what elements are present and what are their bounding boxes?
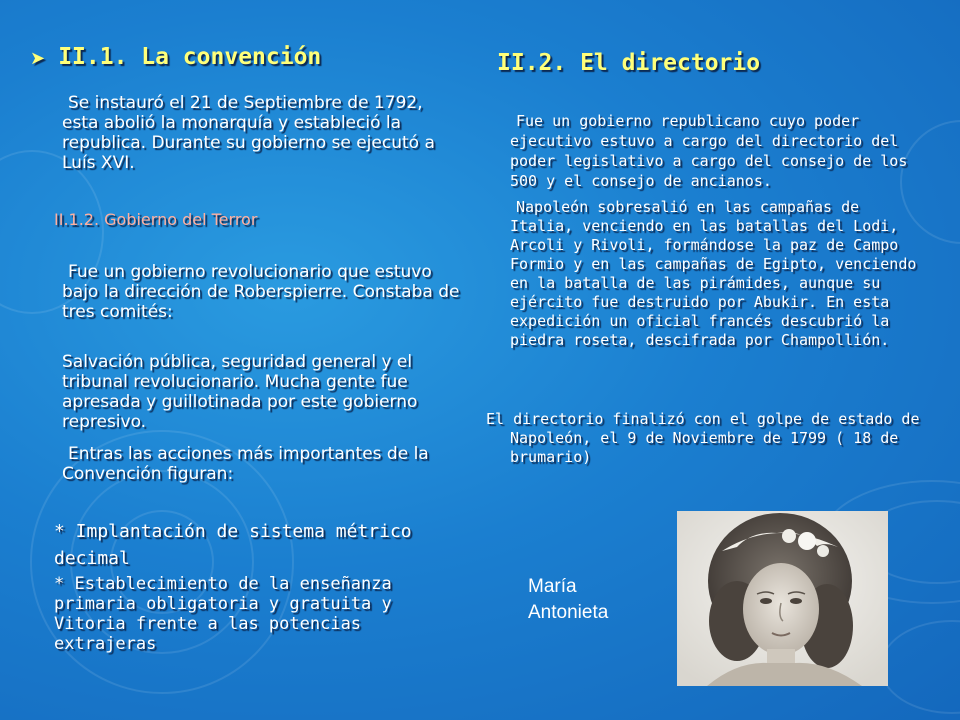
arrow-bullet-icon: ➤ xyxy=(30,48,46,69)
terror-paragraph-1: Fue un gobierno revolucionario que estuvo bajo la dirección de Roberspierre. Constaba de tres comités: xyxy=(62,262,460,322)
terror-paragraph-3: Entras las acciones más importantes de la Convención figuran: xyxy=(62,444,429,484)
subheading-gobierno-terror: II.1.2. Gobierno del Terror xyxy=(54,210,258,229)
caption-line-1: María xyxy=(528,576,577,597)
convencion-intro: Se instauró el 21 de Septiembre de 1792, esta abolió la monarquía y estableció la republica. Durante su gobierno se ejecutó a Luís XVI. xyxy=(62,93,435,173)
directorio-paragraph-3: El directorio finalizó con el golpe de estado de Napoleón, el 9 de Noviembre de 1799 ( 18 de brumario) xyxy=(486,410,920,466)
list-item-education: * Establecimiento de la enseñanza primaria obligatoria y gratuita y Vitoria frente a las potencias extrajeras xyxy=(54,574,392,654)
left-heading-row xyxy=(30,44,470,70)
section-heading-convencion: II.1. La convención xyxy=(58,44,322,70)
section-heading-directorio: II.2. El directorio xyxy=(497,50,761,76)
portrait-illustration xyxy=(677,511,888,686)
directorio-paragraph-2: Napoleón sobresalió en las campañas de Italia, venciendo en las batallas del Lodi, Arcoli y Rivoli, formándose la paz de Campo Formio y en las campañas de Egipto, venciendo en la batalla de las pirámides, aunque su ejército fue destruido por Abukir. En esta expedición un oficial francés descubrió la piedra roseta, descifrada por Champollión. xyxy=(510,198,917,349)
portrait-image-maria-antonieta xyxy=(677,511,888,686)
list-item-metric-system: * Implantación de sistema métrico decimal xyxy=(54,521,412,569)
portrait-caption xyxy=(528,574,648,626)
directorio-paragraph-1: Fue un gobierno republicano cuyo poder ejecutivo estuvo a cargo del directorio del poder legislativo a cargo del consejo de los 500 y el consejo de ancianos. xyxy=(510,112,908,190)
caption-line-2: Antonieta xyxy=(528,602,609,623)
terror-paragraph-2: Salvación pública, seguridad general y el tribunal revolucionario. Mucha gente fue apresada y guillotinada por este gobierno represivo. xyxy=(62,352,418,432)
